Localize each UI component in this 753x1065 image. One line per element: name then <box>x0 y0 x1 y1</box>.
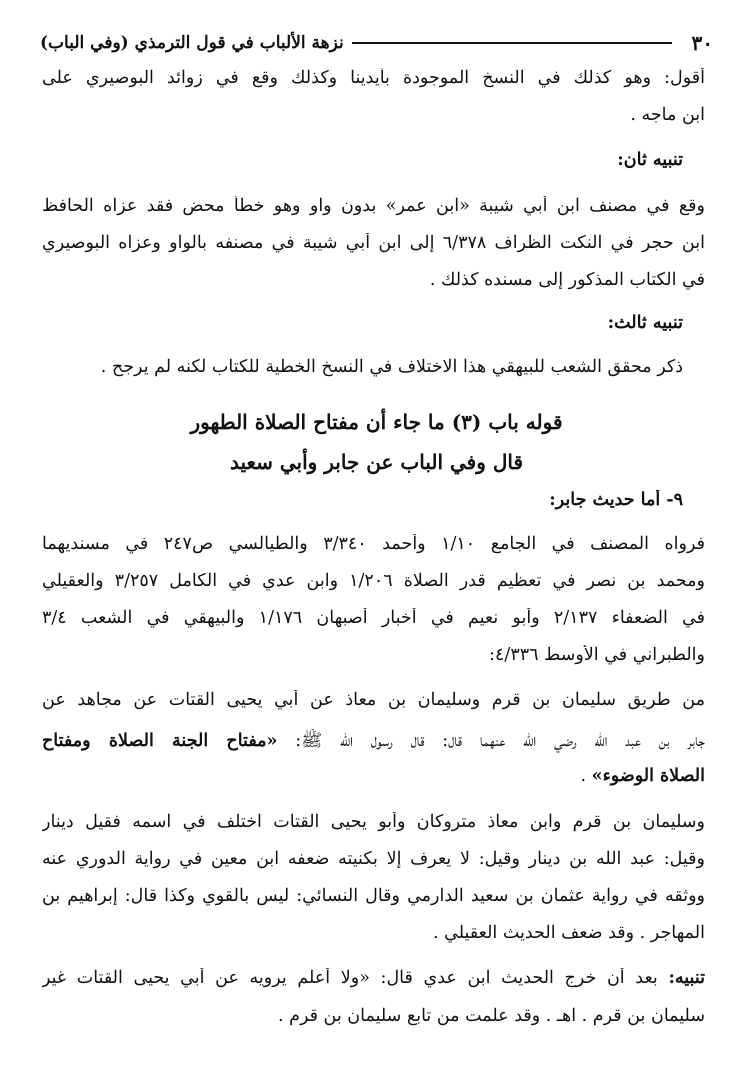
text-run: من طريق سليمان بن قرم وسليمان بن معاذ عن أبي يحيى القتات عن مجاهد عن <box>42 690 705 710</box>
bold-text: الصلاة الوضوء» <box>591 766 705 786</box>
running-title: نزهة الألباب في قول الترمذي (وفي الباب) <box>40 33 344 53</box>
text-line <box>42 766 705 786</box>
header-rule <box>352 42 672 44</box>
text-run: في الضعفاء ٢/١٣٧ وأبو نعيم في أخبار أصبهان ١/١٧٦ والبيهقي في الشعب ٣/٤ <box>42 608 705 628</box>
text-line <box>42 968 705 988</box>
text-run: ذكر محقق الشعب للبيهقي هذا الاختلاف في النسخ الخطية للكتاب لكنه لم يرجح . <box>100 357 683 377</box>
text-line <box>42 645 705 665</box>
text-run: المهاجر . وقد ضعف الحديث العقيلي . <box>433 923 705 943</box>
text-run: ابن حجر في النكت الظراف ٦/٣٧٨ إلى ابن أبي شيبة في مصنفه بالواو وعزاه البوصيري <box>42 233 705 253</box>
bold-text: ٩- أما حديث جابر: <box>549 490 683 510</box>
text-run: والطبراني في الأوسط ٤/٣٣٦: <box>489 645 705 665</box>
bold-text: تنبيه ثالث: <box>607 313 683 333</box>
bold-text: «مفتاح الجنة الصلاة ومفتاح <box>42 731 278 751</box>
text-run: سليمان بن قرم . اهـ . وقد علمت من تابع سليمان بن قرم . <box>277 1006 705 1026</box>
text-run: وقيل: عبد الله بن دينار وقيل: لا يعرف إلا بكنيته ضعفه ابن معين في رواية الدوري عنه <box>42 849 705 869</box>
note-heading <box>42 313 683 333</box>
bold-text: تنبيه ثان: <box>617 150 683 170</box>
text-run: بعد أن خرج الحديث ابن عدي قال: «ولا أعلم يرويه عن أبي يحيى القتات غير <box>42 968 669 988</box>
text-run: وسليمان بن قرم وابن معاذ متروكان وأبو يحيى القتات اختلف في اسمه فقيل دينار <box>42 812 705 832</box>
text-line <box>42 357 683 377</box>
text-line <box>42 812 705 832</box>
page-header <box>40 28 713 58</box>
text-run: ومحمد بن نصر في تعظيم قدر الصلاة ١/٢٠٦ وابن عدي في الكامل ٣/٢٥٧ والعقيلي <box>42 571 705 591</box>
text-run: جابر بن عبد الله رضي الله عنهما قال: قال رسول الله ﷺ: <box>277 731 705 751</box>
text-line <box>42 849 705 869</box>
text-run: ابن ماجه . <box>630 105 705 125</box>
text-run: ووثقه في رواية عثمان بن سعيد الدارمي وقال النسائي: ليس بالقوي وكذا قال: إبراهيم بن <box>42 886 705 906</box>
section-heading <box>42 490 683 510</box>
note-heading <box>42 150 683 170</box>
text-run: في الكتاب المذكور إلى مسنده كذلك . <box>429 270 705 290</box>
text-line <box>42 270 705 290</box>
chapter-heading: قوله باب (٣) ما جاء أن مفتاح الصلاة الطهور <box>190 410 563 434</box>
text-line <box>42 196 705 216</box>
text-run: أقول: وهو كذلك في النسخ الموجودة بأيدينا وكذلك وقع في زوائد البوصيري على <box>42 68 705 88</box>
text-line <box>42 1006 705 1026</box>
text-line <box>42 923 705 943</box>
text-line <box>42 68 705 88</box>
text-line <box>42 233 705 253</box>
page-number: ٣٠ <box>691 31 713 55</box>
text-line <box>42 886 705 906</box>
text-line <box>42 534 705 554</box>
text-run: . <box>580 766 592 786</box>
text-run: وقع في مصنف ابن أبي شيبة «ابن عمر» بدون واو وهو خطأ محض فقد عزاه الحافظ <box>42 196 705 216</box>
text-line <box>42 608 705 628</box>
text-line <box>42 105 705 125</box>
text-line <box>42 690 705 710</box>
text-run: فرواه المصنف في الجامع ١/١٠ وأحمد ٣/٣٤٠ والطيالسي ص٢٤٧ في مسنديهما <box>42 534 705 554</box>
text-line <box>42 571 705 591</box>
text-line <box>42 729 705 755</box>
bold-text: تنبيه: <box>668 968 705 988</box>
chapter-subheading: قال وفي الباب عن جابر وأبي سعيد <box>229 450 524 474</box>
